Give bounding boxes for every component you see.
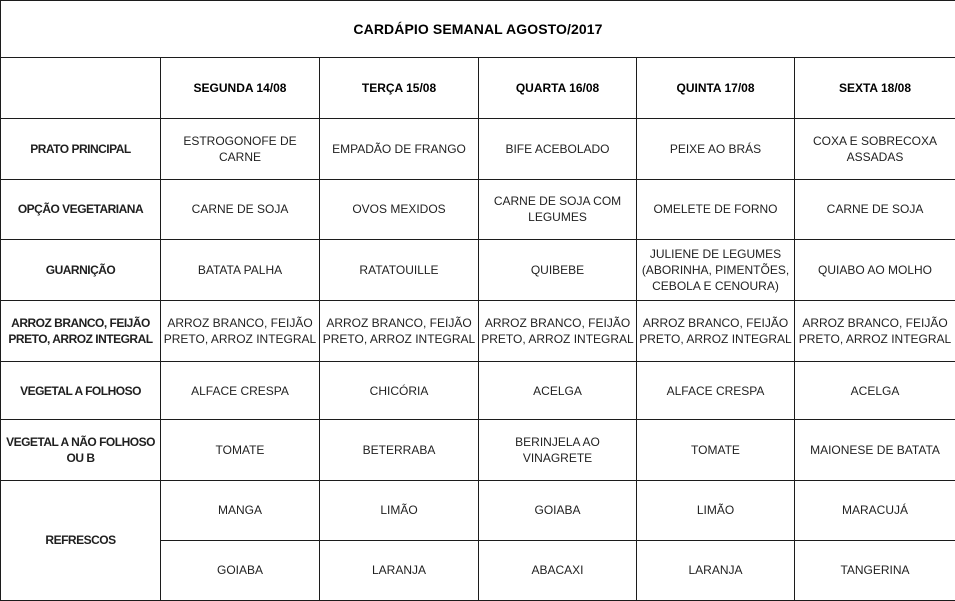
table-row-opcao-vegetariana xyxy=(1,179,955,239)
row-label-guarnicao: GUARNIÇÃO xyxy=(1,239,161,300)
row-label-opcao-vegetariana: OPÇÃO VEGETARIANA xyxy=(1,179,161,239)
menu-cell: ARROZ BRANCO, FEIJÃO PRETO, ARROZ INTEGRAL xyxy=(795,300,955,361)
menu-cell: EMPADÃO DE FRANGO xyxy=(320,119,479,179)
menu-cell: BIFE ACEBOLADO xyxy=(479,119,637,179)
menu-cell: LARANJA xyxy=(320,540,479,600)
menu-cell: ESTROGONOFE DE CARNE xyxy=(161,119,320,179)
menu-cell: ACELGA xyxy=(479,362,637,420)
menu-cell: OMELETE DE FORNO xyxy=(637,179,795,239)
corner-cell xyxy=(1,58,161,119)
menu-cell: TOMATE xyxy=(637,420,795,480)
menu-cell: ALFACE CRESPA xyxy=(161,362,320,420)
day-header-sexta: SEXTA 18/08 xyxy=(795,58,955,119)
menu-cell: ACELGA xyxy=(795,362,955,420)
menu-cell: BETERRABA xyxy=(320,420,479,480)
title-row xyxy=(1,1,955,58)
day-header-terca: TERÇA 15/08 xyxy=(320,58,479,119)
row-label-vegetal-nao-folhoso: VEGETAL A NÃO FOLHOSO OU B xyxy=(1,420,161,480)
menu-cell: PEIXE AO BRÁS xyxy=(637,119,795,179)
day-header-segunda: SEGUNDA 14/08 xyxy=(161,58,320,119)
row-label-prato-principal: PRATO PRINCIPAL xyxy=(1,119,161,179)
menu-cell: COXA E SOBRECOXA ASSADAS xyxy=(795,119,955,179)
menu-cell: LIMÃO xyxy=(637,480,795,540)
menu-cell: LIMÃO xyxy=(320,480,479,540)
table-row-prato-principal xyxy=(1,119,955,179)
page-title: CARDÁPIO SEMANAL AGOSTO/2017 xyxy=(1,1,955,58)
day-header-quinta: QUINTA 17/08 xyxy=(637,58,795,119)
table-row-vegetal-folhoso xyxy=(1,362,955,420)
row-label-vegetal-folhoso: VEGETAL A FOLHOSO xyxy=(1,362,161,420)
menu-cell: MARACUJÁ xyxy=(795,480,955,540)
day-header-quarta: QUARTA 16/08 xyxy=(479,58,637,119)
row-label-refrescos: REFRESCOS xyxy=(1,480,161,600)
table-row-arroz-feijao xyxy=(1,300,955,361)
menu-cell: CARNE DE SOJA COM LEGUMES xyxy=(479,179,637,239)
menu-cell: ARROZ BRANCO, FEIJÃO PRETO, ARROZ INTEGRAL xyxy=(161,300,320,361)
menu-cell: BATATA PALHA xyxy=(161,239,320,300)
menu-cell: ARROZ BRANCO, FEIJÃO PRETO, ARROZ INTEGRAL xyxy=(320,300,479,361)
menu-cell: CHICÓRIA xyxy=(320,362,479,420)
menu-cell: TOMATE xyxy=(161,420,320,480)
menu-cell: OVOS MEXIDOS xyxy=(320,179,479,239)
menu-cell: GOIABA xyxy=(479,480,637,540)
menu-cell: RATATOUILLE xyxy=(320,239,479,300)
menu-cell: ARROZ BRANCO, FEIJÃO PRETO, ARROZ INTEGRAL xyxy=(637,300,795,361)
menu-cell: ABACAXI xyxy=(479,540,637,600)
menu-cell: TANGERINA xyxy=(795,540,955,600)
menu-cell: LARANJA xyxy=(637,540,795,600)
menu-cell: QUIBEBE xyxy=(479,239,637,300)
menu-cell: CARNE DE SOJA xyxy=(161,179,320,239)
table-row-refrescos-1 xyxy=(1,480,955,540)
menu-cell: MANGA xyxy=(161,480,320,540)
row-label-arroz-feijao: ARROZ BRANCO, FEIJÃO PRETO, ARROZ INTEGRAL xyxy=(1,300,161,361)
menu-cell: GOIABA xyxy=(161,540,320,600)
menu-cell: ALFACE CRESPA xyxy=(637,362,795,420)
day-header-row xyxy=(1,58,955,119)
menu-cell: CARNE DE SOJA xyxy=(795,179,955,239)
menu-cell: QUIABO AO MOLHO xyxy=(795,239,955,300)
menu-cell: MAIONESE DE BATATA xyxy=(795,420,955,480)
menu-cell: BERINJELA AO VINAGRETE xyxy=(479,420,637,480)
menu-cell: ARROZ BRANCO, FEIJÃO PRETO, ARROZ INTEGRAL xyxy=(479,300,637,361)
table-row-guarnicao xyxy=(1,239,955,300)
menu-cell: JULIENE DE LEGUMES (ABORINHA, PIMENTÕES, CEBOLA E CENOURA) xyxy=(637,239,795,300)
table-row-vegetal-nao-folhoso xyxy=(1,420,955,480)
